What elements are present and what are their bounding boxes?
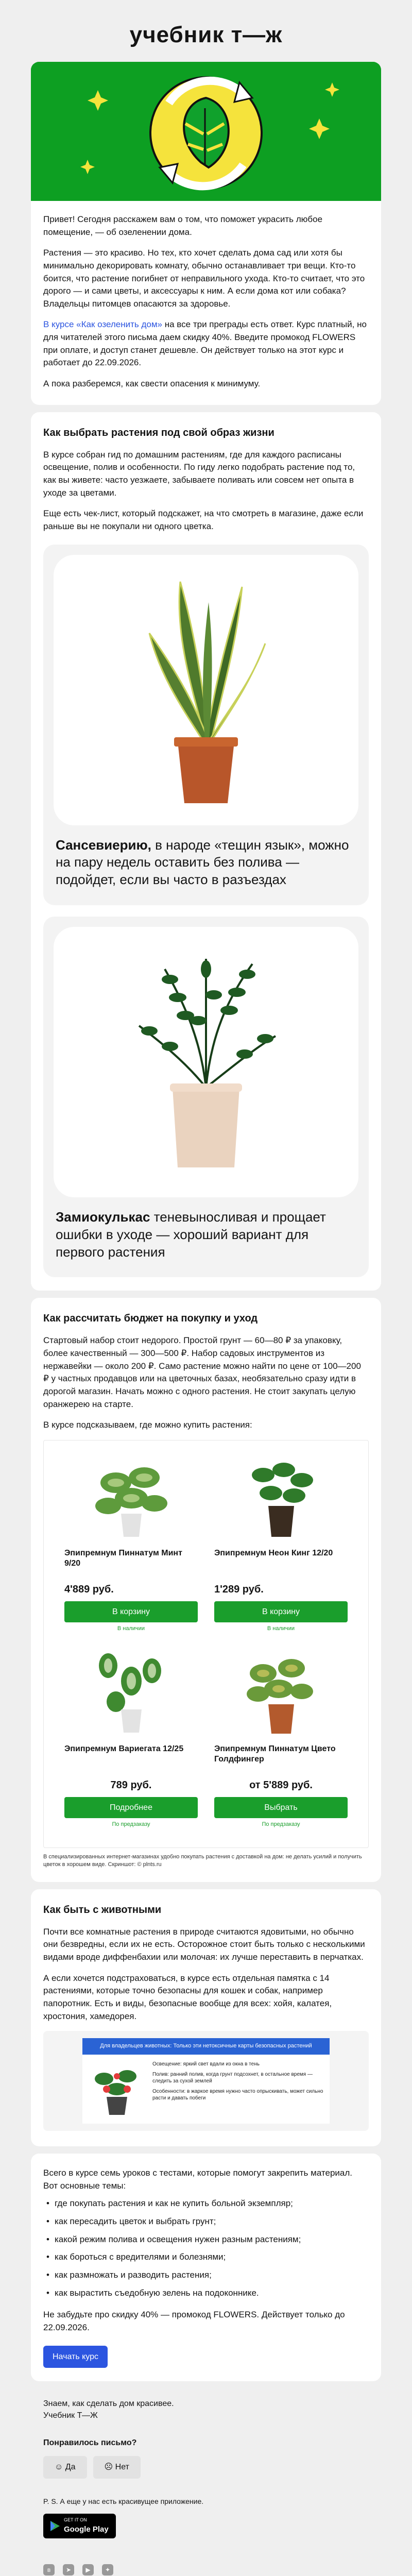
section-paragraph: Почти все комнатные растения в природе считаются ядовитыми, но обычно они безвредны, если их не есть. Осторожное стоит быть только с несколькими видами вроде диффенбахии или молочая: их лучше переставить в перчатках. [43,1926,365,1962]
product-image [64,1647,198,1742]
zamioculcas-photo [54,927,358,1197]
promo-reminder: Не забудьте про скидку 40% — промокод FLOWERS. Действует только до 22.09.2026. [43,2310,345,2332]
monstera-illustration [31,62,381,201]
add-to-cart-button[interactable]: В корзину [64,1601,198,1622]
intro-closing: А пока разберемся, как свести опасения к минимуму. [43,379,261,389]
plant-name: Сансевиерию, [56,837,151,853]
section-paragraph: Всего в курсе семь уроков с тестами, которые помогут закрепить материал. Вот основные темы: [43,2168,353,2191]
plant-card-zamioculcas [43,917,369,1277]
section-paragraph: В курсе подсказываем, где можно купить растения: [43,1420,252,1430]
plant-caption [54,837,358,895]
plant-card-sansevieria [43,545,369,905]
vote-no-label: Нет [115,2463,129,2472]
intro-offer [43,318,369,369]
preview-banner: Для владельцев животных: Только эти нетоксичные карты безопасных растений [82,2038,330,2055]
details-button[interactable]: Подробнее [64,1797,198,1818]
vk-icon[interactable]: в [43,2564,55,2575]
product-price: 4'889 руб. [64,1583,114,1595]
plant-name: Замиокулькас [56,1209,150,1225]
product-card [64,1451,198,1647]
course-preview [43,2031,369,2131]
youtube-icon[interactable]: ▶ [82,2564,94,2575]
course-link[interactable]: В курсе «Как озеленить дом» [43,319,163,330]
intro-offer-text: на все три преграды есть ответ. Курс платный, но для читателей этого письма даем скидку 40%. Введите промокод FLOWERS при оплате, и доступ станет дешевле. Он действует только на этот курс и работает до 22.09.2026. [43,319,367,368]
signoff-signature: Учебник Т—Ж [43,2411,98,2420]
hero-illustration [31,62,381,201]
google-play-badge[interactable] [43,2514,116,2538]
product-card [64,1647,198,1842]
section-paragraph: А если хочется подстраховаться, в курсе есть отдельная памятка с 14 растениями, которые точно безопасны для кошек и собак, например папоротник. Есть и виды, безопасные вообще для всех: хойя, калатея, хростония, хамедорея. [43,1973,332,2021]
section-pets [31,1889,381,2146]
list-item: • как бороться с вредителями и болезнями; [43,2251,369,2264]
section-paragraph: Еще есть чек-лист, который подскажет, на что смотреть в магазине, даже если раньше вы не покупали ни одного цветка. [43,509,364,531]
choose-button[interactable]: Выбрать [214,1797,348,1818]
product-name[interactable]: Эпипремнум Пиннатум Цвето Голдфингер [214,1744,336,1764]
intro-greeting: Привет! Сегодня расскажем вам о том, что поможет украсить любое помещение, — об озеленении дома. [43,214,323,237]
list-item: • как вырастить съедобную зелень на подоконнике. [43,2287,369,2300]
start-course-button[interactable]: Начать курс [43,2346,108,2368]
vote-no-button[interactable] [93,2456,141,2478]
product-name[interactable]: Эпипремнум Неон Кинг 12/20 [214,1548,333,1557]
product-name[interactable]: Эпипремнум Пиннатум Минт 9/20 [64,1548,182,1568]
stock-status: По предзаказу [262,1821,300,1828]
section-lifestyle [31,412,381,1291]
signoff-line: Знаем, как сделать дом красивее. [43,2399,174,2408]
section-title: Как быть с животными [43,1904,162,1916]
zamioculcas-image [129,948,283,1175]
footer [31,2381,381,2576]
plant-description: в народе «тещин язык», можно на пару недель оставить без полива — подойдет, если вы часто в разъездах [56,837,349,888]
preview-line: Полив: ранний полив, когда грунт подсохнет, в остальное время — следить за сухой землей [152,2071,313,2084]
topic-list [43,2197,369,2299]
sansevieria-image [144,571,268,808]
sad-emoji-icon: ☹ [104,2463,113,2472]
section-title: Как выбрать растения под свой образ жизни [43,427,274,438]
stock-status: По предзаказу [112,1821,150,1828]
shop-screenshot [43,1440,369,1848]
product-name[interactable]: Эпипремнум Вариегата 12/25 [64,1744,184,1753]
section-course-topics [31,2154,381,2381]
feedback-buttons [43,2456,369,2478]
stock-status: В наличии [267,1625,295,1632]
product-card [214,1647,348,1842]
section-paragraph: В курсе собран гид по домашним растениям, где для каждого расписаны освещение, полив и особенности. По гиду легко подобрать растение под то, как вы живете: часто уезжаете, забываете поливать или совсем нет опыта в уходе за цветами. [43,449,355,498]
feedback-title: Понравилось письмо? [43,2438,137,2448]
plant-caption [54,1209,358,1267]
preview-body [82,2055,330,2124]
preview-line: Освещение: яркий свет вдали из окна в тень [152,2061,260,2067]
preview-card [82,2038,330,2124]
telegram-icon[interactable]: ➤ [63,2564,74,2575]
product-price: 789 руб. [110,1779,152,1791]
sansevieria-photo [54,555,358,825]
product-price: 1'289 руб. [214,1583,264,1595]
intro-paragraph: Растения — это красиво. Но тех, кто хочет сделать дома сад или хотя бы минимально декорировать комнату, обычно останавливает три вещи. Кто-то боится, что растение погибнет от неправильного ухода. Кто-то считает, что это дорого — и сами цветы, и аксессуары к ним. А если дома кот или собака? Владельцы питомцев опасаются за здоровье. [43,248,365,309]
product-image [64,1451,198,1546]
brand-logo[interactable]: учебник т—ж [129,22,283,47]
social-links [43,2564,369,2575]
plant-description: теневыносливая и прощает ошибки в уходе — хороший вариант для первого растения [56,1209,326,1260]
postscript: P. S. А еще у нас есть красивущее приложение. [43,2497,204,2505]
list-item: • какой режим полива и освещения нужен разным растениям; [43,2233,369,2246]
smile-emoji-icon: ☺ [55,2463,63,2472]
image-caption: В специализированных интернет-магазинах удобно покупать растения с доставкой на дом: не делать усилий и получить цветок в хорошем виде. Скриншот: © plnts.ru [43,1854,362,1868]
plant-thumbnail [89,2061,145,2117]
preview-line: Особенности: в жаркое время нужно часто опрыскивать, может сильно расти и давать побеги [152,2088,323,2102]
section-title: Как рассчитать бюджет на покупку и уход [43,1313,258,1325]
list-item: • как пересадить цветок и выбрать грунт; [43,2215,369,2228]
dzen-icon[interactable]: ✦ [102,2564,113,2575]
list-item: • как размножать и разводить растения; [43,2269,369,2282]
section-paragraph: Стартовый набор стоит недорого. Простой грунт — 60—80 ₽ за упаковку, более качественный — 300—500 ₽. Набор садовых инструментов из нержавейки — около 200 ₽. Само растение можно найти по цене от 100—200 ₽ у частных продавцов или на цветочных базах, необязательно сразу идти в дорогой магазин. Начать можно с одного растения. Не стоит закупать целую оранжерею на старте. [43,1335,361,1409]
product-price: от 5'889 руб. [249,1779,313,1791]
vote-yes-button[interactable] [43,2456,87,2478]
store-caption: GET IT ON [64,2517,87,2522]
vote-yes-label: Да [65,2463,76,2472]
google-play-icon [50,2521,60,2531]
list-item: • где покупать растения и как не купить больной экземпляр; [43,2197,369,2210]
add-to-cart-button[interactable]: В корзину [214,1601,348,1622]
section-budget [31,1298,381,1882]
intro-card [31,62,381,405]
product-image [214,1647,348,1742]
stock-status: В наличии [117,1625,145,1632]
store-name: Google Play [64,2524,109,2534]
product-card [214,1451,348,1647]
product-image [214,1451,348,1546]
